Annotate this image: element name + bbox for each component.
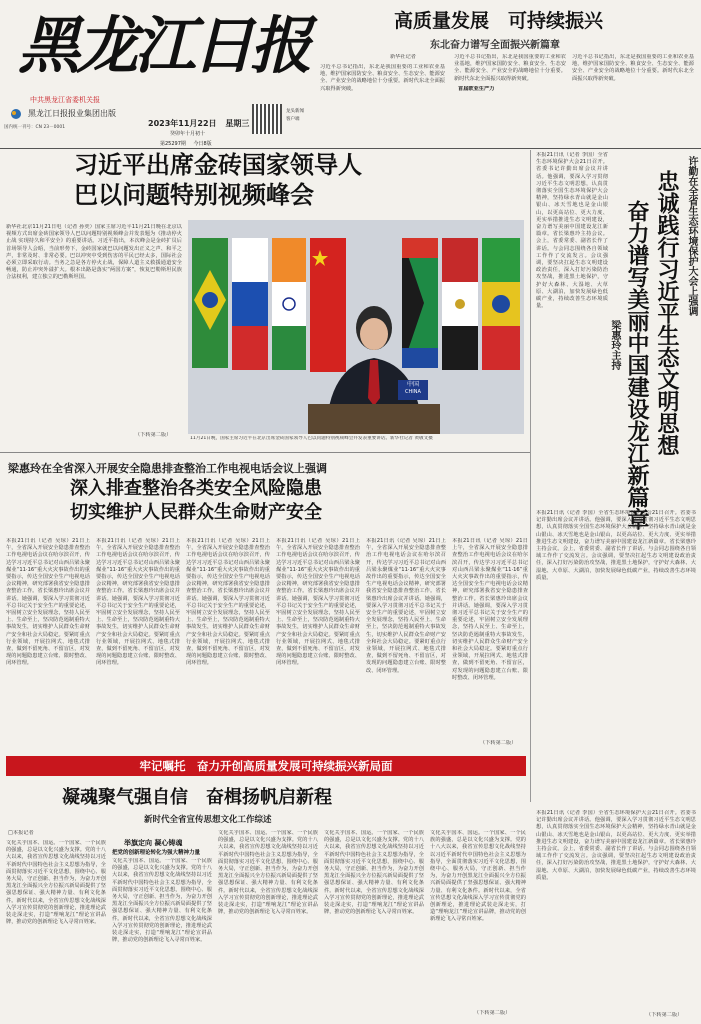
masthead-logo-icon bbox=[8, 106, 24, 120]
safety-body-col1: 本报21日讯（记者 吴琼）21日上午，全省深入开展安全隐患排查整治工作电视电话会议在哈尔滨召开，传达学习习近平总书记对山西吕梁永聚煤业“11·16”重大火灾事故作出的重要指示，传达全国安全生产电视电话会议精神，研究部署我省安全隐患排查整治工作。省长梁惠玲出席会议并讲话。她强调，要深入学习贯彻习近平总书记关于安全生产的重要论述，牢固树立安全发展理念，坚持人民至上、生命至上，坚决防范遏制重特大事故发生，切实维护人民群众生命财产安全和社会大局稳定。要紧盯重点行业领域，开展拉网式、地毯式排查，做到不留死角、不留盲区，对发现的问题隐患建立台账、限时整改、闭环管理。 bbox=[6, 538, 90, 667]
issue-info bbox=[160, 140, 212, 147]
safety-body-col3: 本报21日讯（记者 吴琼）21日上午，全省深入开展安全隐患排查整治工作电视电话会议在哈尔滨召开，传达学习习近平总书记对山西吕梁永聚煤业“11·16”重大火灾事故作出的重要指示，传达全国安全生产电视电话会议精神，研究部署我省安全隐患排查整治工作。省长梁惠玲出席会议并讲话。她强调，要深入学习贯彻习近平总书记关于安全生产的重要论述，牢固树立安全发展理念，坚持人民至上、生命至上，坚决防范遏制重特大事故发生，切实维护人民群众生命财产安全和社会大局稳定。要紧盯重点行业领域，开展拉网式、地毯式排查，做到不留死角、不留盲区，对发现的问题隐患建立台账、限时整改、闭环管理。 bbox=[186, 538, 270, 667]
lead-body: 新华社北京11月21日电（记者 孙奕）国家主席习近平11月21日晚在北京以视频方式出席金砖国家领导人巴以问题特别视频峰会并发表题为《推动停火止战 实现持久和平安全》的重要讲话。习近平指出，本次峰会是金砖扩员后首场领导人会晤，当前形势下，金砖国家就巴以问题发出正义之声、和平之声，非常及时、非常必要。巴以冲突中受到伤害的平民已经太多，国际社会必须立即采取行动。当务之急是各方停火止战，保障人道主义救援通道安全畅通，防止冲突外溢扩大。根本出路是落实“两国方案”，恢复巴勒斯坦民族合法权利，建立独立的巴勒斯坦国。 bbox=[6, 224, 182, 281]
safety-headline-2: 切实维护人民群众生命财产安全 bbox=[70, 502, 322, 523]
right-col-body-lower: 本报21日讯（记者 李国）全省生态环境保护大会21日召开。省委书记许勤出席会议并讲话。他强调，要深入学习贯彻习近平生态文明思想，认真贯彻落实全国生态环境保护大会精神，坚持绿水青山就是金山银山、冰天雪地也是金山银山，以更高站位、更大力度、更实举措推进生态文明建设，奋力谱写美丽中国建设龙江新篇章。省长梁惠玲主持会议。会上，省委常委、副省长作了讲话。与会同志围绕各自领域工作作了交流发言。会议强调，要坚决扛起生态文明建设政治责任，深入打好污染防治攻坚战，推进黑土地保护，守护好大森林、大湿地、大草原、大湖泊，加快发展绿色低碳产业，持续改善生态环境质量。 bbox=[536, 810, 696, 881]
flag-china bbox=[310, 238, 346, 372]
safety-kicker: 梁惠玲在全省深入开展安全隐患排查整治工作电视电话会议上强调 bbox=[8, 462, 327, 475]
safety-body-col4: 本报21日讯（记者 吴琼）21日上午，全省深入开展安全隐患排查整治工作电视电话会议在哈尔滨召开，传达学习习近平总书记对山西吕梁永聚煤业“11·16”重大火灾事故作出的重要指示，传达全国安全生产电视电话会议精神，研究部署我省安全隐患排查整治工作。省长梁惠玲出席会议并讲话。她强调，要深入学习贯彻习近平总书记关于安全生产的重要论述，牢固树立安全发展理念，坚持人民至上、生命至上，坚决防范遏制重特大事故发生，切实维护人民群众生命财产安全和社会大局稳定。要紧盯重点行业领域，开展拉网式、地毯式排查，做到不留死角、不留盲区，对发现的问题隐患建立台账、限时整改、闭环管理。 bbox=[276, 538, 360, 667]
culture-headline: 凝魂聚气强自信 奋楫扬帆启新程 bbox=[62, 787, 332, 808]
issue-number: 第25297期 bbox=[160, 141, 186, 147]
right-vertical-head2: 忠诚践行习近平生态文明思想 bbox=[654, 170, 680, 456]
qr-code-icon[interactable] bbox=[252, 104, 282, 134]
qr-label2: 客户端 bbox=[286, 117, 300, 122]
safety-byline: （下转第二版） bbox=[480, 740, 517, 746]
nameplate bbox=[398, 380, 428, 400]
flag-russia bbox=[232, 238, 268, 370]
safety-body-col2: 本报21日讯（记者 吴琼）21日上午，全省深入开展安全隐患排查整治工作电视电话会议在哈尔滨召开，传达学习习近平总书记对山西吕梁永聚煤业“11·16”重大火灾事故作出的重要指示，传达全国安全生产电视电话会议精神，研究部署我省安全隐患排查整治工作。省长梁惠玲出席会议并讲话。她强调，要深入学习贯彻习近平总书记关于安全生产的重要论述，牢固树立安全发展理念，坚持人民至上、生命至上，坚决防范遏制重特大事故发生，切实维护人民群众生命财产安全和社会大局稳定。要紧盯重点行业领域，开展拉网式、地毯式排查，做到不留死角、不留盲区，对发现的问题隐患建立台账、限时整改、闭环管理。 bbox=[96, 538, 180, 667]
culture-byline2: （下转第二版） bbox=[474, 1010, 511, 1016]
masthead-divider bbox=[0, 148, 701, 149]
top-text-col3: 习近平总书记指出，东北是我国重要的工业和农业基地，维护国家国防安全、粮食安全、生态安全、能源安全、产业安全的战略地位十分重要。新时代东北全面振兴取得新突破。 bbox=[572, 54, 694, 82]
right-vertical-head3: 奋力谱写美丽中国建设龙江新篇章 bbox=[624, 200, 650, 530]
right-vertical-head1: 许勤在全省生态环境保护大会上强调 bbox=[686, 156, 697, 316]
lead-photo bbox=[188, 220, 524, 434]
culture-byline: □本报记者 bbox=[8, 830, 34, 836]
lead-headline-2: 巴以问题特别视频峰会 bbox=[74, 180, 314, 209]
masthead-sub2: 黑龙江日报报业集团出版 bbox=[28, 109, 116, 118]
top-text-col1: 习近平总书记指出，东北是我国重要的工业和农业基地，维护国家国防安全、粮食安全、生态安全、能源安全、产业安全的战略地位十分重要。新时代东北全面振兴取得新突破。 bbox=[320, 64, 445, 92]
right-col-body-top: 本报21日讯（记者 李国）全省生态环境保护大会21日召开。省委书记许勤出席会议并讲话。他强调，要深入学习贯彻习近平生态文明思想，认真贯彻落实全国生态环境保护大会精神，坚持绿水青山就是金山银山、冰天雪地也是金山银山，以更高站位、更大力度、更实举措推进生态文明建设，奋力谱写美丽中国建设龙江新篇章。省长梁惠玲主持会议。会上，省委常委、副省长作了讲话。与会同志围绕各自领域工作作了交流发言。会议强调，要坚决扛起生态文明建设政治责任，深入打好污染防治攻坚战，推进黑土地保护，守护好大森林、大湿地、大草原、大湖泊，加快发展绿色低碳产业，持续改善生态环境质量。 bbox=[536, 152, 608, 310]
flag-ethiopia bbox=[482, 238, 520, 370]
culture-body-col5: 文化关乎国本、国运。一个国家、一个民族的强盛，总是以文化兴盛为支撑。党的十八大以来，我省宣传思想文化战线坚持以习近平新时代中国特色社会主义思想为指导，全面贯彻落实习近平文化思想，围绕中心、服务大局，守正创新、担当作为，为奋力开创黑龙江全面振兴全方位振兴新局面提供了坚强思想保证、强大精神力量、有利文化条件。新时代以来，全省宣传思想文化战线深入学习宣传贯彻党的创新理论，推进理论武装走深走实，打造“理响龙江”理论宣讲品牌，推动党的创新理论飞入寻常百姓家。 bbox=[430, 830, 526, 923]
date-line bbox=[148, 118, 249, 129]
safety-divider bbox=[0, 452, 530, 453]
qr-label: 龙头新闻 bbox=[286, 109, 304, 114]
right-vertical-head4: 梁惠玲主持 bbox=[609, 320, 620, 370]
lead-byline: （下转第二版） bbox=[135, 432, 172, 438]
safety-headline-1: 深入排查整治各类安全风险隐患 bbox=[70, 478, 322, 499]
safety-body-col5: 本报21日讯（记者 吴琼）21日上午，全省深入开展安全隐患排查整治工作电视电话会议在哈尔滨召开，传达学习习近平总书记对山西吕梁永聚煤业“11·16”重大火灾事故作出的重要指示，传达全国安全生产电视电话会议精神，研究部署我省安全隐患排查整治工作。省长梁惠玲出席会议并讲话。她强调，要深入学习贯彻习近平总书记关于安全生产的重要论述，牢固树立安全发展理念，坚持人民至上、生命至上，坚决防范遏制重特大事故发生，切实维护人民群众生命财产安全和社会大局稳定。要紧盯重点行业领域，开展拉网式、地毯式排查，做到不留死角、不留盲区，对发现的问题隐患建立台账、限时整改、闭环管理。 bbox=[366, 538, 446, 674]
safety-body-col6: 本报21日讯（记者 吴琼）21日上午，全省深入开展安全隐患排查整治工作电视电话会议在哈尔滨召开，传达学习习近平总书记对山西吕梁永聚煤业“11·16”重大火灾事故作出的重要指示，传达全国安全生产电视电话会议精神，研究部署我省安全隐患排查整治工作。省长梁惠玲出席会议并讲话。她强调，要深入学习贯彻习近平总书记关于安全生产的重要论述，牢固树立安全发展理念，坚持人民至上、生命至上，坚决防范遏制重特大事故发生，切实维护人民群众生命财产安全和社会大局稳定。要紧盯重点行业领域，开展拉网式、地毯式排查，做到不留死角、不留盲区，对发现的问题隐患建立台账、限时整改、闭环管理。 bbox=[452, 538, 528, 681]
lead-headline-1: 习近平出席金砖国家领导人 bbox=[74, 150, 362, 179]
issn: 国内统一刊号：CN 23－0001 bbox=[4, 125, 66, 130]
right-col-divider bbox=[530, 150, 531, 802]
flag-south-africa bbox=[402, 238, 438, 368]
pages-count: 今日8版 bbox=[193, 141, 212, 147]
culture-body-col1: 文化关乎国本、国运。一个国家、一个民族的强盛，总是以文化兴盛为支撑。党的十八大以来，我省宣传思想文化战线坚持以习近平新时代中国特色社会主义思想为指导，全面贯彻落实习近平文化思想，围绕中心、服务大局，守正创新、担当作为，为奋力开创黑龙江全面振兴全方位振兴新局面提供了坚强思想保证、强大精神力量、有利文化条件。新时代以来，全省宣传思想文化战线深入学习宣传贯彻党的创新理论，推进理论武装走深走实，打造“理响龙江”理论宣讲品牌，推动党的创新理论飞入寻常百姓家。 bbox=[6, 840, 106, 926]
flag-brazil bbox=[192, 238, 228, 368]
top-text-col2: 习近平总书记指出，东北是我国重要的工业和农业基地，维护国家国防安全、粮食安全、生态安全、能源安全、产业安全的战略地位十分重要。新时代东北全面振兴取得新突破。 bbox=[454, 54, 566, 82]
nameplate-en: CHINA bbox=[405, 389, 421, 395]
culture-body-col4: 文化关乎国本、国运。一个国家、一个民族的强盛，总是以文化兴盛为支撑。党的十八大以来，我省宣传思想文化战线坚持以习近平新时代中国特色社会主义思想为指导，全面贯彻落实习近平文化思想，围绕中心、服务大局，守正创新、担当作为，为奋力开创黑龙江全面振兴全方位振兴新局面提供了坚强思想保证、强大精神力量、有利文化条件。新时代以来，全省宣传思想文化战线深入学习宣传贯彻党的创新理论，推进理论武装走深走实，打造“理响龙江”理论宣讲品牌，推动党的创新理论飞入寻常百姓家。 bbox=[324, 830, 424, 916]
date: 2023年11月22日 bbox=[148, 119, 217, 128]
flag-india bbox=[272, 238, 306, 370]
flag-egypt bbox=[442, 238, 478, 370]
culture-subhead: 新时代全省宣传思想文化工作综述 bbox=[144, 815, 272, 825]
top-headline: 高质量发展 可持续振兴 bbox=[394, 10, 604, 32]
weekday: 星期三 bbox=[225, 119, 250, 128]
culture-body-col3: 文化关乎国本、国运。一个国家、一个民族的强盛，总是以文化兴盛为支撑。党的十八大以来，我省宣传思想文化战线坚持以习近平新时代中国特色社会主义思想为指导，全面贯彻落实习近平文化思想，围绕中心、服务大局，守正创新、担当作为，为奋力开创黑龙江全面振兴全方位振兴新局面提供了坚强思想保证、强大精神力量、有利文化条件。新时代以来，全省宣传思想文化战线深入学习宣传贯彻党的创新理论，推进理论武装走深走实，打造“理响龙江”理论宣讲品牌，推动党的创新理论飞入寻常百姓家。 bbox=[218, 830, 318, 916]
red-banner bbox=[6, 756, 526, 776]
right-col-body-bottom: 本报21日讯（记者 李国）全省生态环境保护大会21日召开。省委书记许勤出席会议并讲话。他强调，要深入学习贯彻习近平生态文明思想，认真贯彻落实全国生态环境保护大会精神，坚持绿水青山就是金山银山、冰天雪地也是金山银山，以更高站位、更大力度、更实举措推进生态文明建设，奋力谱写美丽中国建设龙江新篇章。省长梁惠玲主持会议。会上，省委常委、副省长作了讲话。与会同志围绕各自领域工作作了交流发言。会议强调，要坚决扛起生态文明建设政治责任，深入打好污染防治攻坚战，推进黑土地保护，守护好大森林、大湿地、大草原、大湖泊，加快发展绿色低碳产业，持续改善生态环境质量。 bbox=[536, 510, 696, 581]
top-subhead: 东北奋力谱写全面振兴新篇章 bbox=[430, 40, 560, 51]
top-byline: 新华社记者 bbox=[390, 54, 416, 60]
culture-section2: 把党的创新理论转化为强大精神力量 bbox=[112, 850, 201, 856]
lunar-date: 癸卯年十月初十 bbox=[170, 131, 206, 137]
culture-section1: 举旗定向 凝心铸魂 bbox=[124, 838, 183, 847]
lead-photo-caption: 11月21日晚，国家主席习近平在北京出席金砖国家领导人巴以问题特别视频峰会并发表重要讲话。新华社记者 黄敬文摄 bbox=[190, 436, 433, 441]
culture-body-col2: 文化关乎国本、国运。一个国家、一个民族的强盛，总是以文化兴盛为支撑。党的十八大以来，我省宣传思想文化战线坚持以习近平新时代中国特色社会主义思想为指导，全面贯彻落实习近平文化思想，围绕中心、服务大局，守正创新、担当作为，为奋力开创黑龙江全面振兴全方位振兴新局面提供了坚强思想保证、强大精神力量、有利文化条件。新时代以来，全省宣传思想文化战线深入学习宣传贯彻党的创新理论，推进理论武装走深走实，打造“理响龙江”理论宣讲品牌，推动党的创新理论飞入寻常百姓家。 bbox=[112, 858, 212, 944]
right-col-byline: （下转第二版） bbox=[646, 1012, 683, 1018]
top-section: 首届欧亚生产力 bbox=[458, 86, 495, 92]
masthead-sub1: 中共黑龙江省委机关报 bbox=[30, 96, 100, 104]
red-banner-text: 牢记嘱托 奋力开创高质量发展可持续振兴新局面 bbox=[139, 759, 393, 773]
masthead-title: 黑龙江日报 bbox=[18, 9, 309, 82]
nameplate-cn: 中国 bbox=[406, 381, 419, 388]
